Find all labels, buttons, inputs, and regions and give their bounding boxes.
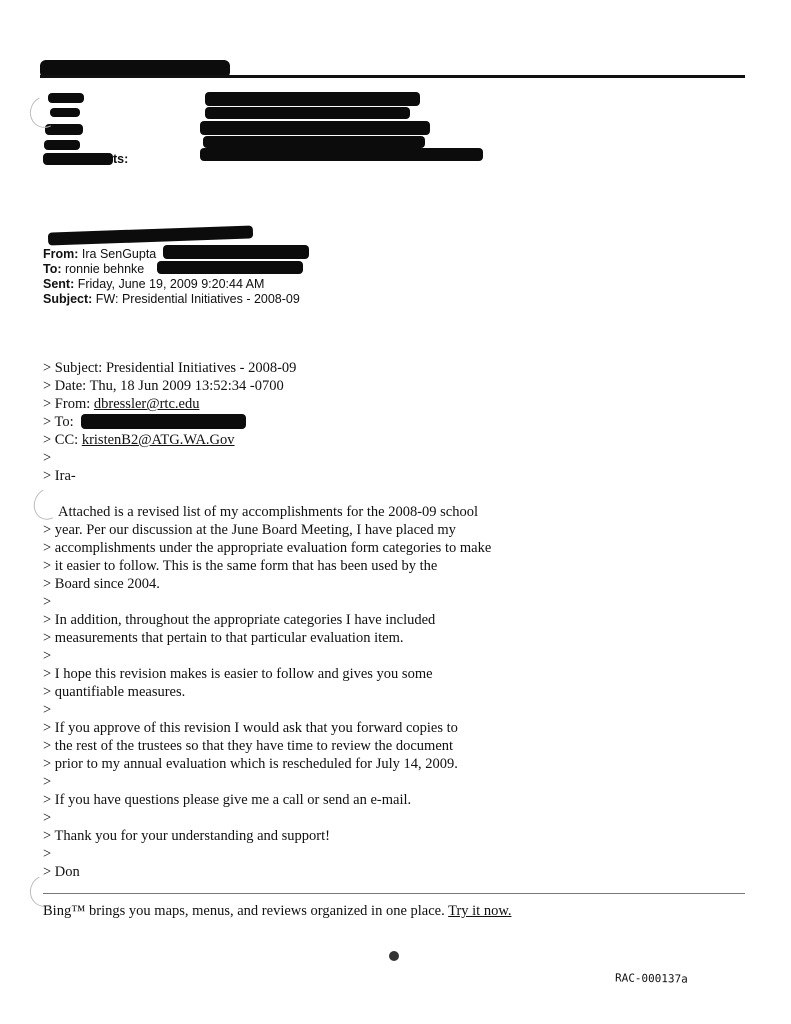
header-sent-row bbox=[43, 277, 264, 292]
body-line: > Don bbox=[43, 864, 80, 880]
fwd-from-email-link[interactable]: dbressler@rtc.edu bbox=[93, 396, 200, 412]
redaction-fwd-to bbox=[81, 414, 246, 429]
footer-divider bbox=[43, 893, 745, 894]
body-line: > If you approve of this revision I would ask that you forward copies to bbox=[43, 720, 458, 736]
fwd-cc-line bbox=[43, 431, 235, 449]
sent-value: Friday, June 19, 2009 9:20:44 AM bbox=[77, 277, 265, 291]
body-line: > it easier to follow. This is the same form that has been used by the bbox=[43, 558, 438, 574]
header-subject-row bbox=[43, 292, 300, 307]
from-value: Ira SenGupta bbox=[81, 247, 157, 261]
subject-label: Subject: bbox=[43, 292, 93, 306]
body-line: > Ira- bbox=[43, 468, 76, 484]
footer-ad-text: Bing™ brings you maps, menus, and reviews organized in one place. bbox=[43, 903, 449, 919]
header-from-row bbox=[43, 247, 156, 262]
footer-ad bbox=[43, 903, 511, 920]
scan-dot bbox=[389, 951, 399, 961]
fwd-date-line: > Date: Thu, 18 Jun 2009 13:52:34 -0700 bbox=[43, 378, 284, 394]
fwd-cc-prefix: > CC: bbox=[43, 432, 82, 448]
to-label: To: bbox=[43, 262, 62, 276]
body-line: > bbox=[43, 810, 52, 826]
redaction-right-3 bbox=[200, 121, 430, 135]
fwd-to-prefix: > To: bbox=[43, 414, 74, 430]
subject-value: FW: Presidential Initiatives - 2008-09 bbox=[95, 292, 300, 306]
to-value: ronnie behnke bbox=[65, 262, 145, 276]
fwd-cc-email-link[interactable]: kristenB2@ATG.WA.Gov bbox=[81, 432, 235, 448]
header-to-row bbox=[43, 262, 144, 277]
top-rule bbox=[40, 75, 745, 78]
fwd-from-prefix: > From: bbox=[43, 396, 94, 412]
body-line: > bbox=[43, 774, 52, 790]
footer-try-link[interactable]: Try it now. bbox=[448, 903, 512, 919]
body-line: > bbox=[43, 846, 52, 862]
body-line: > prior to my annual evaluation which is rescheduled for July 14, 2009. bbox=[43, 756, 458, 772]
body-line: > Board since 2004. bbox=[43, 576, 160, 592]
fwd-from-line bbox=[43, 395, 199, 413]
body-line: > bbox=[43, 450, 52, 466]
redaction-left-4 bbox=[44, 140, 80, 150]
body-line: > If you have questions please give me a call or send an e-mail. bbox=[43, 792, 412, 808]
from-label: From: bbox=[43, 247, 79, 261]
redaction-right-5 bbox=[200, 148, 483, 161]
redaction-right-2 bbox=[205, 107, 410, 119]
body-line: > bbox=[43, 702, 52, 718]
body-line: > measurements that pertain to that particular evaluation item. bbox=[43, 630, 404, 646]
redaction-forward-line bbox=[48, 225, 253, 245]
redaction-right-1 bbox=[205, 92, 420, 106]
fwd-subject-line: > Subject: Presidential Initiatives - 2008-09 bbox=[43, 360, 297, 376]
body-line: > year. Per our discussion at the June Board Meeting, I have placed my bbox=[43, 522, 456, 538]
body-line: > bbox=[43, 594, 52, 610]
body-line: Attached is a revised list of my accomplishments for the 2008-09 school bbox=[58, 504, 479, 520]
redaction-left-5 bbox=[43, 153, 113, 165]
redaction-right-4 bbox=[203, 136, 425, 148]
redaction-to-email bbox=[157, 261, 303, 274]
body-line: > the rest of the trustees so that they have time to review the document bbox=[43, 738, 454, 754]
body-line: > I hope this revision makes is easier to follow and gives you some bbox=[43, 666, 433, 682]
body-line: > Thank you for your understanding and support! bbox=[43, 828, 330, 844]
body-line: > quantifiable measures. bbox=[43, 684, 186, 700]
bates-stamp: RAC-000137a bbox=[614, 971, 688, 986]
body-line: > accomplishments under the appropriate evaluation form categories to make bbox=[43, 540, 492, 556]
sent-label: Sent: bbox=[43, 277, 75, 291]
body-line: > bbox=[43, 648, 52, 664]
body-line: > In addition, throughout the appropriate categories I have included bbox=[43, 612, 436, 628]
fwd-to-line bbox=[43, 413, 74, 431]
top-label-fragment: ts: bbox=[113, 152, 129, 166]
redaction-from-email bbox=[163, 245, 309, 259]
